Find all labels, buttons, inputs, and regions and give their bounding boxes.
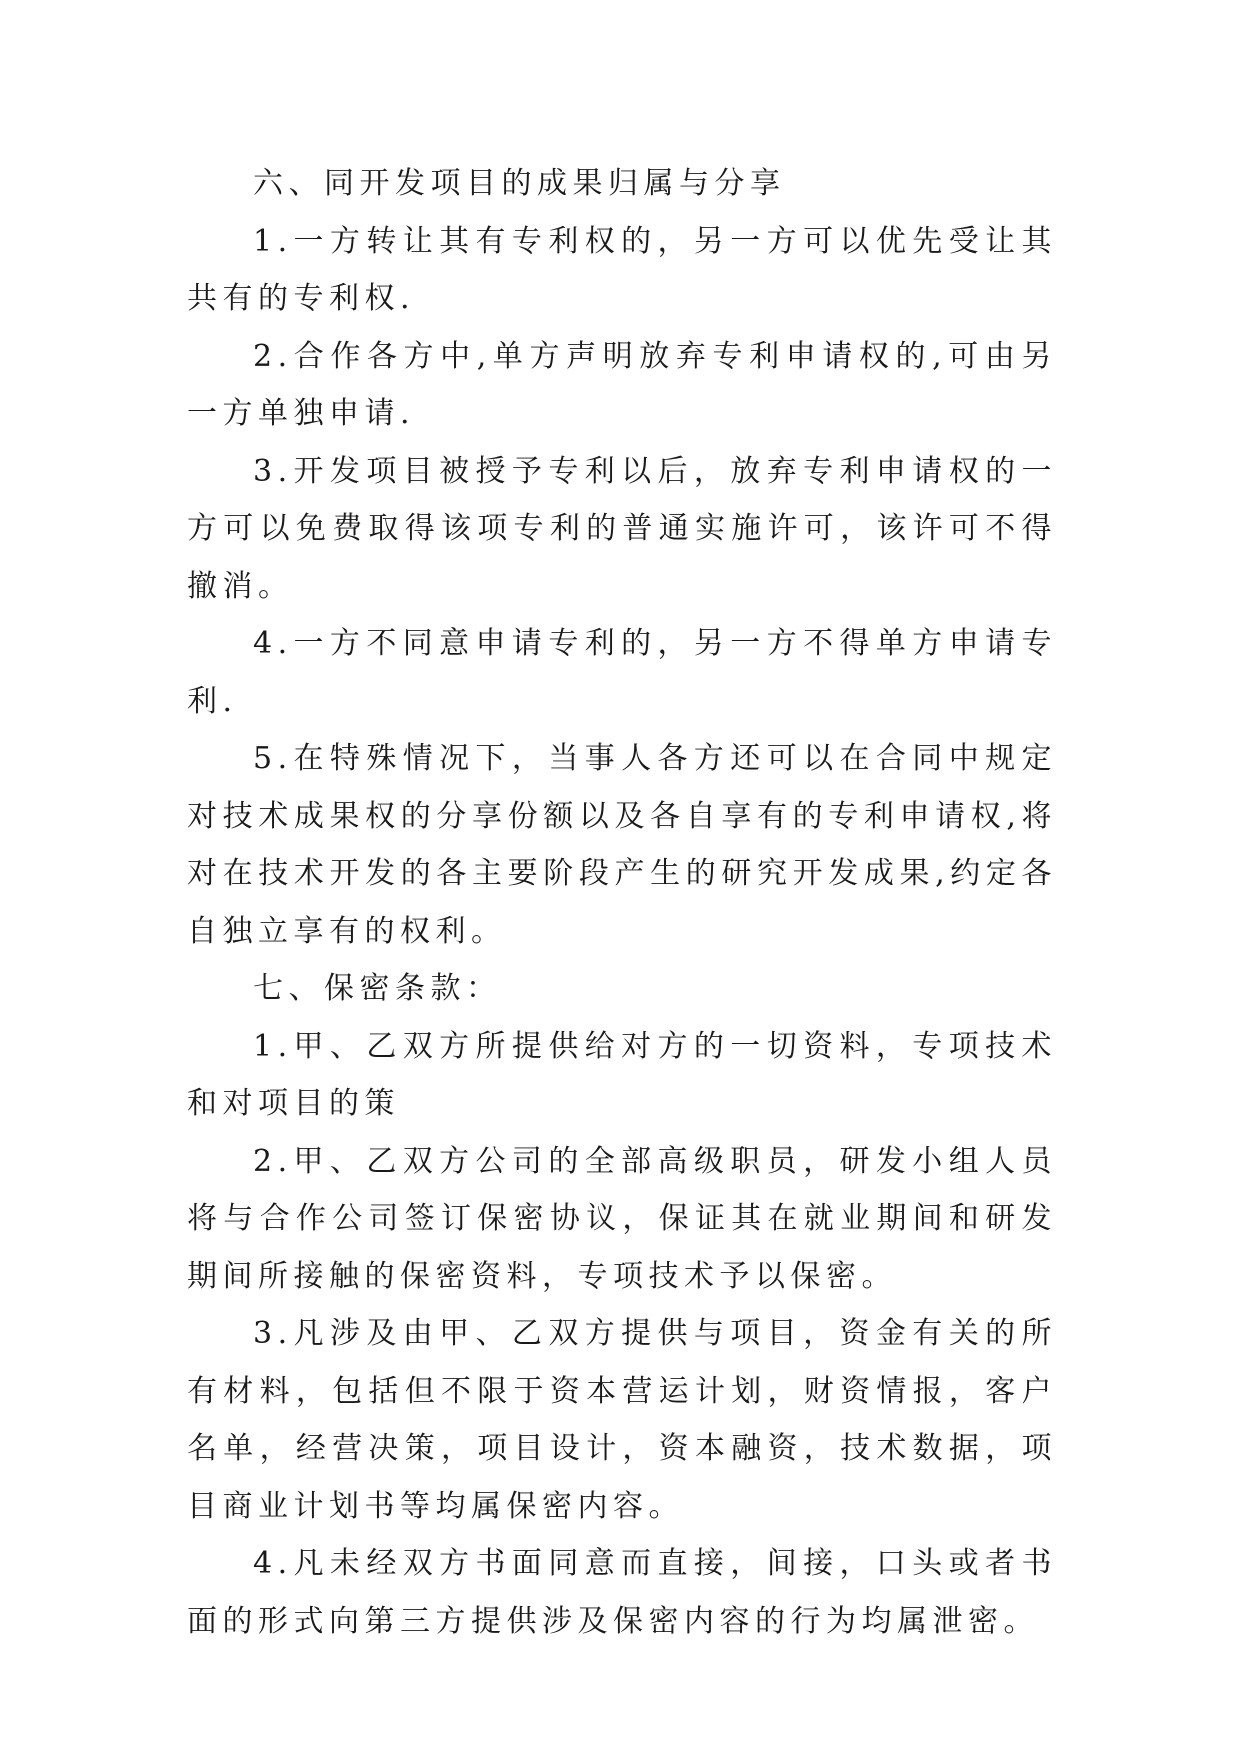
paragraph-6-4: 4.一方不同意申请专利的，另一方不得单方申请专利.: [187, 626, 1057, 719]
paragraph-6-3: 3.开发项目被授予专利以后，放弃专利申请权的一方可以免费取得该项专利的普通实施许可，该许可不得撤消。: [187, 453, 1057, 604]
paragraph-7-3: 3.凡涉及由甲、乙双方提供与项目，资金有关的所有材料，包括但不限于资本营运计划，财资情报，客户名单，经营决策，项目设计，资本融资，技术数据，项目商业计划书等均属保密内容。: [187, 1316, 1057, 1524]
paragraph-7-4: 4.凡未经双方书面同意而直接，间接，口头或者书面的形式向第三方提供涉及保密内容的行为均属泄密。: [187, 1546, 1057, 1639]
section-heading-7: 七、保密条款：: [253, 971, 502, 1006]
section-heading-6: 六、同开发项目的成果归属与分享: [253, 166, 786, 201]
document-page: [187, 155, 1057, 1650]
paragraph-6-5: 5.在特殊情况下，当事人各方还可以在合同中规定对技术成果权的分享份额以及各自享有的专利申请权,将对在技术开发的各主要阶段产生的研究开发成果,约定各自独立享有的权利。: [187, 741, 1057, 949]
paragraph-6-2: 2.合作各方中,单方声明放弃专利申请权的,可由另一方单独申请.: [187, 338, 1057, 431]
paragraph-7-2: 2.甲、乙双方公司的全部高级职员，研发小组人员将与合作公司签订保密协议，保证其在就业期间和研发期间所接触的保密资料，专项技术予以保密。: [187, 1143, 1057, 1294]
paragraph-6-1: 1.一方转让其有专利权的，另一方可以优先受让其共有的专利权.: [187, 223, 1057, 316]
paragraph-7-1: 1.甲、乙双方所提供给对方的一切资料，专项技术和对项目的策: [187, 1028, 1057, 1121]
